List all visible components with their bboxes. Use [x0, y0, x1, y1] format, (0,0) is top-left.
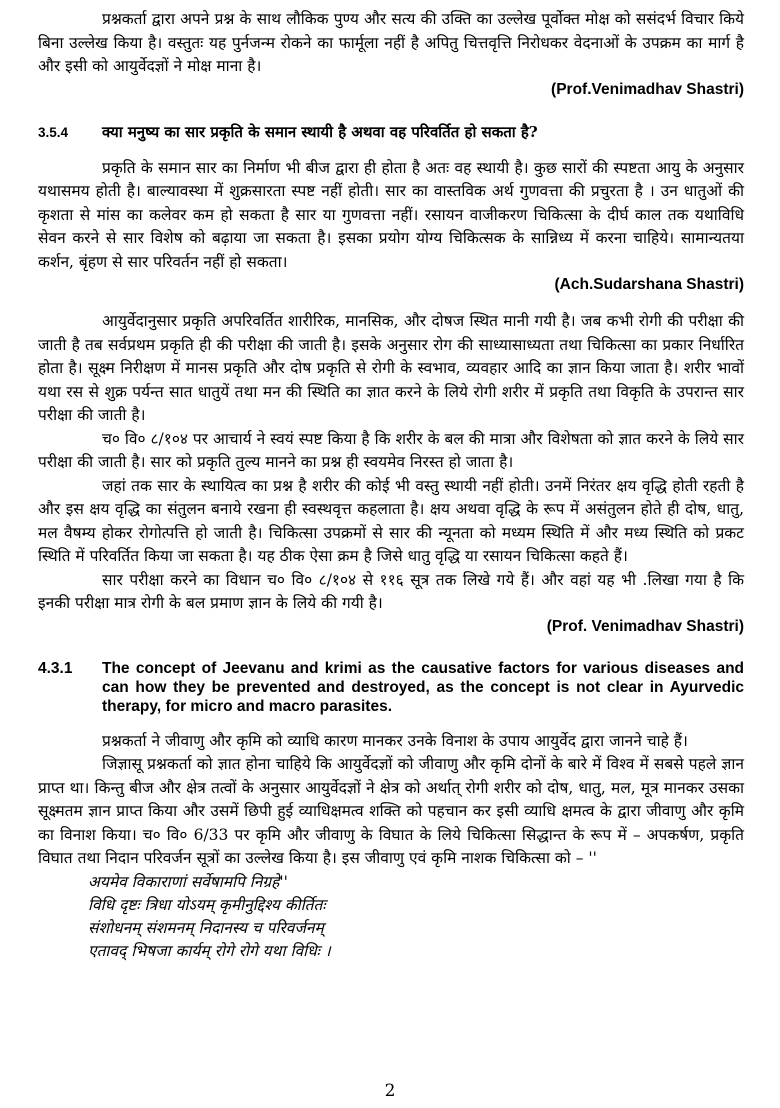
- body-paragraph: जिज्ञासू प्रश्नकर्ता को ज्ञात होना चाहिये कि आयुर्वेदज्ञों को जीवाणु और कृमि दोनों के बारे में विश्व में सबसे पहले ज्ञान प्राप्त था। किन्तु बीज और क्षेत्र तत्वों के अनुसार आयुर्वेदज्ञों ने क्षेत्र को अर्थात् रोगी शरीर को दोष, धातु, मल, मूत्र मानकर उसका सूक्ष्मतम ज्ञान प्राप्त किया और उसमें छिपी हुई व्याधिक्षमत्व शक्ति को पहचान कर इसी व्याधि क्षमत्व के द्वारा जीवाणु और कृमि का विनाश किया। च० वि० 6/33 पर कृमि और जीवाणु के विघात के लिये चिकित्सा सिद्धान्त के रूप में – अपकर्षण, प्रकृति विघात तथा निदान परिवर्जन सूत्रों का उल्लेख किया है। इस जीवाणु एवं कृमि नाशक चिकित्सा को – '': [38, 755, 744, 867]
- body-paragraph: सार परीक्षा करने का विधान च० वि० ८/१०४ से ११६ सूत्र तक लिखे गये हैं। और वहां यह भी .लिखा गया है कि इनकी परीक्षा मात्र रोगी के बल प्रमाण ज्ञान के लिये की गयी है।: [38, 570, 744, 612]
- section-number: 3.5.4: [38, 124, 69, 140]
- verse-line: विधि दृष्टः त्रिधा योऽयम् कृमीनुद्दिश्य कीर्तितः: [88, 895, 326, 914]
- verse-line: संशोधनम् संशमनम् निदानस्य च परिवर्जनम्: [88, 918, 324, 937]
- author-signature: (Ach.Sudarshana Shastri): [554, 276, 744, 293]
- body-paragraph: प्रकृति के समान सार का निर्माण भी बीज द्वारा ही होता है अतः वह स्थायी है। कुछ सारों की स्पष्टता आयु के अनुसार यथासमय होती है। बाल्यावस्था में शुक्रसारता स्पष्ट नहीं होती। सार का वास्तविक अर्थ गुणवत्ता की प्रचुरता है । उन धातुओं की कृशता से मांस का कलेवर कम हो सकता है सार या गुणवत्ता नहीं। रसायन वाजीकरण चिकित्सा के दीर्घ काल तक यथाविधि सेवन करने से सार विशेष को बढ़ाया जा सकता है। इसका प्रयोग योग्य चिकित्सक के सान्निध्य में करना चाहिये। सामान्यतया कर्शन, बृंहण से सार परिवर्तन नहीं हो सकता।: [38, 158, 744, 271]
- section-number: 4.3.1: [38, 659, 73, 677]
- verse-line: अयमेव विकाराणां सर्वेषामपि निग्रहे'': [88, 872, 288, 891]
- section-heading-4-3-1: [38, 659, 744, 716]
- section-title: क्या मनुष्य का सार प्रकृति के समान स्थायी है अथवा वह परिवर्तित हो सकता है?: [102, 122, 538, 141]
- section-heading-3-5-4: [38, 122, 744, 143]
- body-paragraph: आयुर्वेदानुसार प्रकृति अपरिवर्तित शारीरिक, मानसिक, और दोषज स्थित मानी गयी है। जब कभी रोगी की परीक्षा की जाती है तब सर्वप्रथम प्रकृति ही की परीक्षा की जाती है। इसके अनुसार रोग की साध्यासाध्यता तथा चिकित्सा का प्रकार निर्धारित होता है। सूक्ष्म निरीक्षण में मानस प्रकृति और दोष प्रकृति से रोगी के स्वभाव, व्यवहार आदि का ज्ञान किया जाता है। शरीर भावों यथा रस से शुक्र पर्यन्त सात धातुयें तथा मन की स्थिति का ज्ञात करने के लिये रोगी शरीर में प्रकृति तथा विकृति के उपरान्त सार परीक्षा की जाती है।: [38, 312, 744, 424]
- body-paragraph: प्रश्नकर्ता ने जीवाणु और कृमि को व्याधि कारण मानकर उनके विनाश के उपाय आयुर्वेद द्वारा जानने चाहे हैं।: [102, 731, 688, 750]
- author-signature: (Prof.Venimadhav Shastri): [551, 80, 744, 98]
- verse-line: एतावद् भिषजा कार्यम् रोगे रोगे यथा विधिः ।: [88, 941, 331, 960]
- document-page: [38, 8, 744, 963]
- body-paragraph: प्रश्नकर्ता द्वारा अपने प्रश्न के साथ लौकिक पुण्य और सत्य की उक्ति का उल्लेख पूर्वोक्त मोक्ष को ससंदर्भ विचार किये बिना उल्लेख किया है। वस्तुतः यह पुर्नजन्म रोकने का फार्मूला नहीं है अपितु चित्तवृत्ति निरोधकर वेदनाओं के उपक्रम का मार्ग है और इसी को आयुर्वेदज्ञों ने मोक्ष माना है।: [38, 10, 744, 75]
- section-title: The concept of Jeevanu and krimi as the causative factors for various diseases and can how they be prevented and destroyed, as the concept is not clear in Ayurvedic therapy, for micro and macro parasites.: [102, 659, 744, 715]
- body-paragraph: जहां तक सार के स्थायित्व का प्रश्न है शरीर की कोई भी वस्तु स्थायी नहीं होती। उनमें निरंतर क्षय वृद्धि होती रहती है और इस क्षय वृद्धि का संतुलन बनाये रखना ही स्वस्थवृत्त कहलाता है। क्षय अथवा वृद्धि के रूप में असंतुलन होते ही दोष, धातु, मल वैषम्य होकर रोगोत्पत्ति हो जाती है। चिकित्सा उपक्रमों से सार की न्यूनता को मध्यम स्थिति में और मध्य स्थिति को प्रकट स्थिति में परिवर्तित किया जा सकता है। यह ठीक ऐसा क्रम है जिसे धातु वृद्धि या रसायन चिकित्सा कहते हैं।: [38, 476, 744, 565]
- sanskrit-verse: [38, 871, 744, 963]
- body-paragraph: च० वि० ८/१०४ पर आचार्य ने स्वयं स्पष्ट किया है कि शरीर के बल की मात्रा और विशेषता को ज्ञात करने के लिये सार परीक्षा की जाती है। सार को प्रकृति तुल्य मानने का प्रश्न ही स्वयमेव निरस्त हो जाता है।: [38, 429, 744, 471]
- page-number: 2: [384, 1081, 396, 1101]
- author-signature: (Prof. Venimadhav Shastri): [546, 617, 744, 635]
